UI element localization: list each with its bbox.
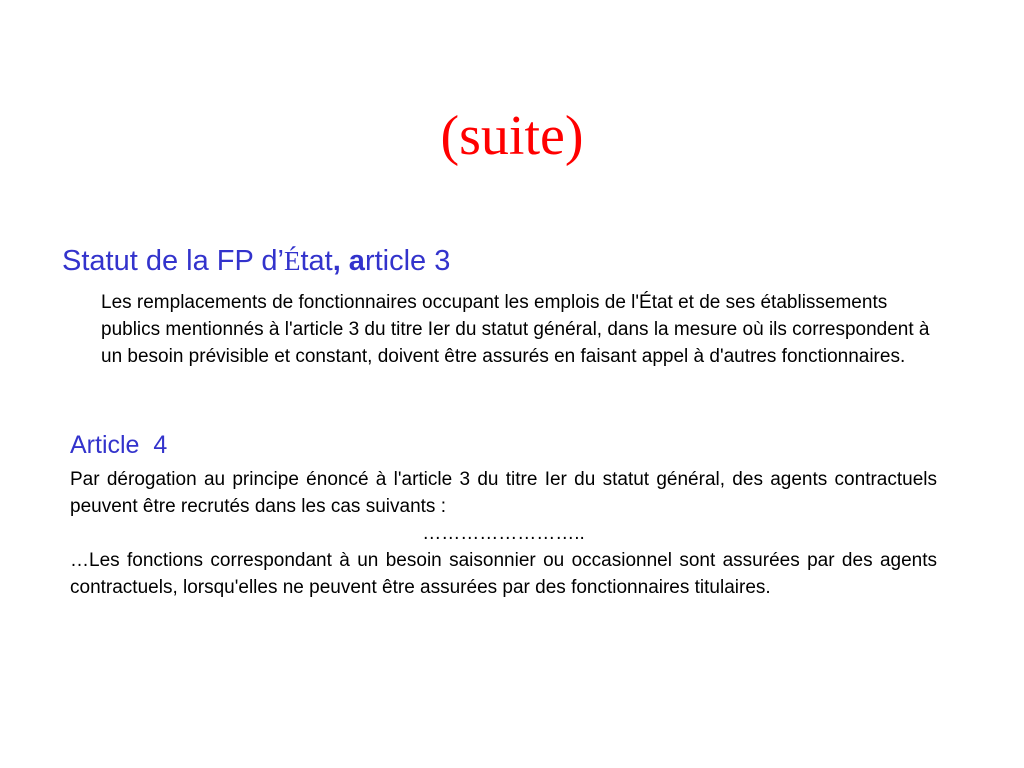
section-heading-bold: , a bbox=[332, 245, 365, 277]
section-heading-accent: É bbox=[283, 246, 301, 276]
article-4-paragraph-1 bbox=[70, 466, 937, 547]
article-4-para1-text: Par dérogation au principe énoncé à l'article 3 du titre Ier du statut général, des agents contractuels peuvent être recrutés dans les cas suivants : bbox=[70, 469, 937, 517]
article-4-ellipsis: …………………….. bbox=[422, 523, 585, 544]
slide-title: (suite) bbox=[440, 105, 584, 167]
section-heading bbox=[62, 243, 450, 279]
article-4-paragraph-2: …Les fonctions correspondant à un besoin saisonnier ou occasionnel sont assurées par des agents contractuels, lorsqu'elles ne peuvent être assurées par des fonctionnaires titulaires. bbox=[70, 550, 937, 598]
section-heading-part1: Statut de la FP d’ bbox=[62, 245, 284, 277]
section-heading-part2: tat bbox=[300, 245, 333, 277]
article-3-quote: Les remplacements de fonctionnaires occupant les emplois de l'État et de ses établissements publics mentionnés à l'article 3 du titre Ier du statut général, dans la mesure où ils correspondent à un besoin prévisible et constant, doivent être assurés en faisant appel à d'autres fonctionnaires. bbox=[101, 292, 930, 367]
section-heading-part3: rticle 3 bbox=[364, 245, 451, 277]
article-4-body bbox=[70, 466, 937, 601]
article-4-heading: Article 4 bbox=[70, 431, 168, 459]
